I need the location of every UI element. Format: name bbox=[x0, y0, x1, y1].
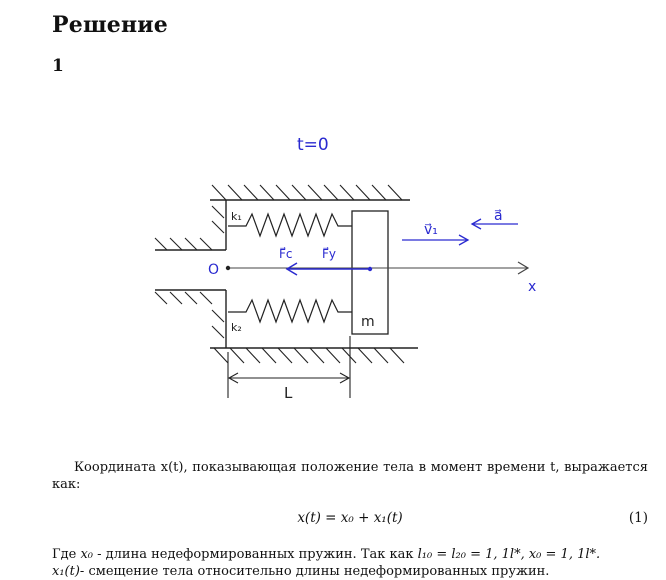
acceleration-label: a⃗ bbox=[494, 208, 503, 224]
force-friction-label: F⃗c bbox=[279, 247, 293, 261]
velocity-label: v⃗₁ bbox=[424, 222, 438, 238]
spring-bottom bbox=[228, 300, 352, 322]
equation-1 bbox=[52, 510, 648, 532]
left-wall-hatching-upper bbox=[155, 206, 224, 250]
paragraph-definitions bbox=[52, 546, 652, 580]
section-title: Решение bbox=[52, 12, 168, 38]
spring-top-label: k₁ bbox=[231, 210, 242, 223]
left-wall-hatching-lower bbox=[155, 292, 224, 338]
para2-x1-var: x₁(t) bbox=[52, 564, 80, 579]
equation-number: (1) bbox=[628, 510, 648, 526]
mass-label: m bbox=[361, 314, 375, 330]
origin-point bbox=[226, 266, 230, 270]
time-label: t=0 bbox=[297, 135, 329, 155]
paragraph-coordinate: Координата x(t), показывающая положение тела в момент времени t, выражается как: bbox=[52, 460, 648, 492]
force-spring-label: F⃗y bbox=[322, 247, 337, 261]
ceiling-hatching bbox=[212, 185, 402, 200]
spring-top bbox=[228, 214, 352, 236]
para2-line2-text: - смещение тела относительно длины недеформированных пружин. bbox=[79, 564, 550, 579]
equation-body: x(t) = x₀ + x₁(t) bbox=[297, 510, 403, 526]
para2-part2: - длина недеформированных пружин. Так как bbox=[92, 547, 418, 562]
spring-bottom-label: k₂ bbox=[231, 321, 242, 334]
axis-label: x bbox=[528, 279, 537, 295]
floor-hatching bbox=[214, 348, 404, 363]
para2-x0: x₀ bbox=[80, 547, 93, 562]
mass-center-point bbox=[368, 267, 372, 271]
para2-part1: Где bbox=[52, 547, 81, 562]
length-label: L bbox=[284, 384, 293, 402]
origin-label: O bbox=[208, 262, 220, 278]
para2-condition: l₁₀ = l₂₀ = 1, 1l*, x₀ = 1, 1l*. bbox=[417, 547, 601, 562]
subsection-number: 1 bbox=[52, 56, 64, 76]
